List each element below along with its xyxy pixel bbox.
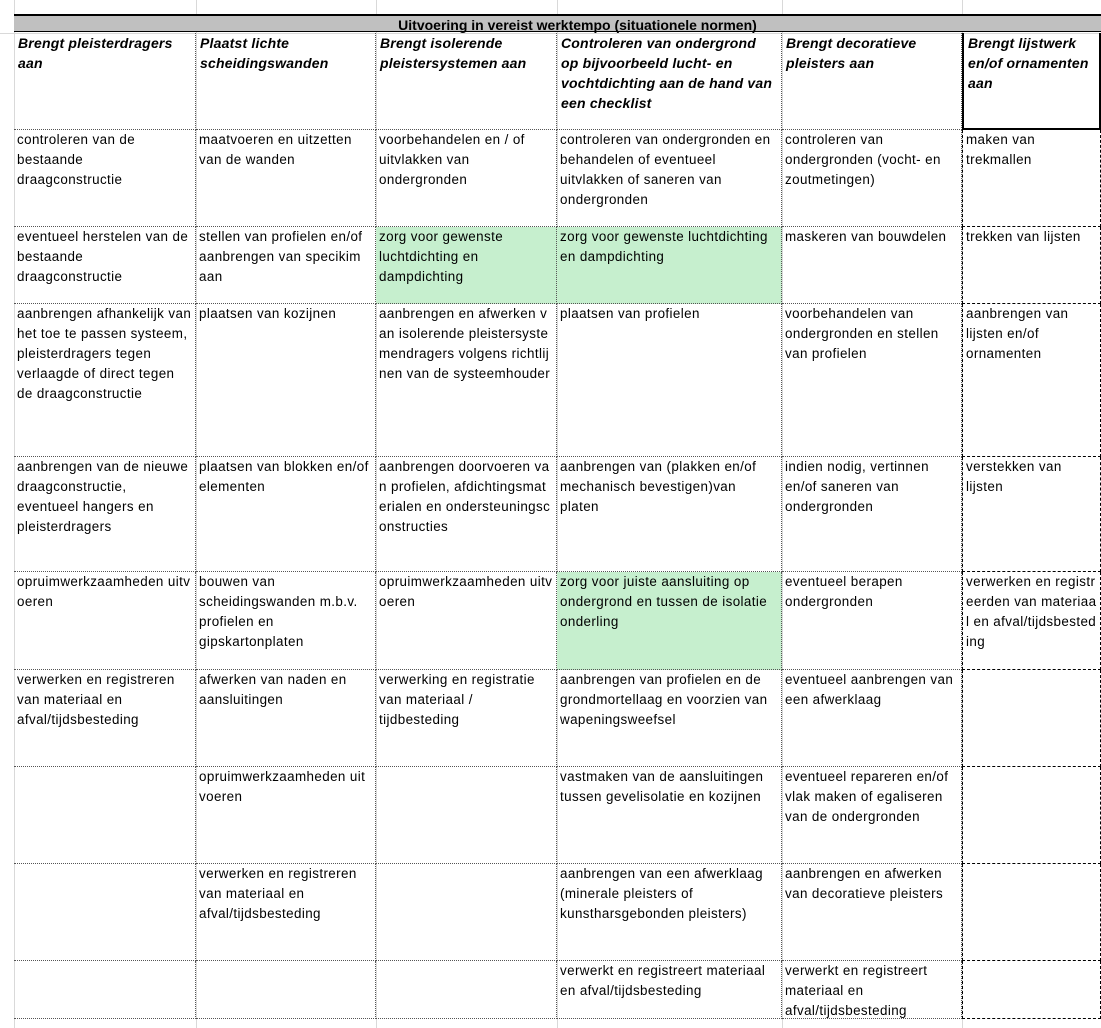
table-cell[interactable]: stellen van profielen en/of aanbrengen van specikim aan [196, 227, 376, 304]
table-cell[interactable]: verwerken en registreren van materiaal en afval/tijdsbesteding [14, 670, 196, 767]
table-cell[interactable]: eventueel repareren en/of vlak maken of egaliseren van de ondergronden [782, 767, 962, 864]
table-cell[interactable]: aanbrengen van profielen en de grondmortellaag en voorzien van wapeningsweefsel [557, 670, 782, 767]
table-cell[interactable]: bouwen van scheidingswanden m.b.v. profielen en gipskartonplaten [196, 572, 376, 670]
column-header[interactable]: Brengt isolerende pleistersystemen aan [376, 33, 557, 130]
highlighted-cell[interactable]: zorg voor gewenste luchtdichting en dampdichting [376, 227, 557, 304]
table-cell[interactable]: eventueel berapen ondergronden [782, 572, 962, 670]
column-header[interactable]: Brengt pleisterdragers aan [14, 33, 196, 130]
table-cell[interactable]: aanbrengen doorvoeren van profielen, afdichtingsmaterialen en ondersteuningsconstructies [376, 457, 557, 572]
highlighted-cell[interactable]: zorg voor gewenste luchtdichting en dampdichting [557, 227, 782, 304]
table-cell[interactable] [14, 767, 196, 864]
table-cell[interactable]: controleren van ondergronden (vocht- en zoutmetingen) [782, 130, 962, 227]
table-cell[interactable] [962, 670, 1101, 767]
table-cell[interactable]: verwerken en registreerden van materiaal en afval/tijdsbesteding [962, 572, 1101, 670]
table-cell[interactable]: verstekken van lijsten [962, 457, 1101, 572]
table-cell[interactable]: aanbrengen van (plakken en/of mechanisch bevestigen)van platen [557, 457, 782, 572]
table-cell[interactable]: plaatsen van kozijnen [196, 304, 376, 457]
table-cell[interactable]: aanbrengen en afwerken van isolerende pleistersystemendragers volgens richtlijnen van de systeemhouder [376, 304, 557, 457]
table-cell[interactable] [14, 961, 196, 1019]
table-cell[interactable] [14, 864, 196, 961]
table-cell[interactable]: maken van trekmallen [962, 130, 1101, 227]
table-cell[interactable]: voorbehandelen van ondergronden en stellen van profielen [782, 304, 962, 457]
column-header[interactable]: Brengt lijstwerk en/of ornamenten aan [962, 33, 1101, 130]
table-cell[interactable]: aanbrengen van de nieuwe draagconstructie, eventueel hangers en pleisterdragers [14, 457, 196, 572]
table-cell[interactable]: aanbrengen en afwerken van decoratieve pleisters [782, 864, 962, 961]
table-cell[interactable]: maskeren van bouwdelen [782, 227, 962, 304]
table-cell[interactable]: aanbrengen van lijsten en/of ornamenten [962, 304, 1101, 457]
table-cell[interactable]: verwerking en registratie van materiaal / tijdbesteding [376, 670, 557, 767]
table-cell[interactable]: trekken van lijsten [962, 227, 1101, 304]
table-cell[interactable]: controleren van ondergronden en behandelen of eventueel uitvlakken of saneren van ondergronden [557, 130, 782, 227]
table-cell[interactable] [962, 961, 1101, 1019]
table-cell[interactable] [376, 961, 557, 1019]
highlighted-cell[interactable]: zorg voor juiste aansluiting op ondergrond en tussen de isolatie onderling [557, 572, 782, 670]
table-cell[interactable]: verwerkt en registreert materiaal en afval/tijdsbesteding [557, 961, 782, 1019]
table-cell[interactable] [196, 961, 376, 1019]
table-cell[interactable]: voorbehandelen en / of uitvlakken van ondergronden [376, 130, 557, 227]
table-cell[interactable]: opruimwerkzaamheden uitvoeren [196, 767, 376, 864]
table-cell[interactable]: opruimwerkzaamheden uitvoeren [14, 572, 196, 670]
column-header[interactable]: Brengt decoratieve pleisters aan [782, 33, 962, 130]
table-cell[interactable]: opruimwerkzaamheden uitvoeren [376, 572, 557, 670]
table-cell[interactable]: maatvoeren en uitzetten van de wanden [196, 130, 376, 227]
column-header[interactable]: Plaatst lichte scheidingswanden [196, 33, 376, 130]
table-cell[interactable] [962, 864, 1101, 961]
table-cell[interactable]: verwerkt en registreert materiaal en afval/tijdsbesteding [782, 961, 962, 1019]
table-cell[interactable]: vastmaken van de aansluitingen tussen gevelisolatie en kozijnen [557, 767, 782, 864]
table-cell[interactable]: verwerken en registreren van materiaal en afval/tijdsbesteding [196, 864, 376, 961]
table-cell[interactable]: afwerken van naden en aansluitingen [196, 670, 376, 767]
table-cell[interactable]: eventueel herstelen van de bestaande draagconstructie [14, 227, 196, 304]
column-header[interactable]: Controleren van ondergrond op bijvoorbeeld lucht- en vochtdichting aan de hand van een checklist [557, 33, 782, 130]
table-cell[interactable] [376, 864, 557, 961]
table-title: Uitvoering in vereist werktempo (situationele normen) [14, 14, 1101, 32]
table-cell[interactable]: eventueel aanbrengen van een afwerklaag [782, 670, 962, 767]
table-cell[interactable] [962, 767, 1101, 864]
table-cell[interactable]: aanbrengen van een afwerklaag (minerale pleisters of kunstharsgebonden pleisters) [557, 864, 782, 961]
table-cell[interactable]: indien nodig, vertinnen en/of saneren van ondergronden [782, 457, 962, 572]
table-cell[interactable]: plaatsen van blokken en/of elementen [196, 457, 376, 572]
table-cell[interactable]: controleren van de bestaande draagconstructie [14, 130, 196, 227]
table-cell[interactable]: plaatsen van profielen [557, 304, 782, 457]
table-cell[interactable] [376, 767, 557, 864]
table-cell[interactable]: aanbrengen afhankelijk van het toe te passen systeem, pleisterdragers tegen verlaagde of direct tegen de draagconstructie [14, 304, 196, 457]
